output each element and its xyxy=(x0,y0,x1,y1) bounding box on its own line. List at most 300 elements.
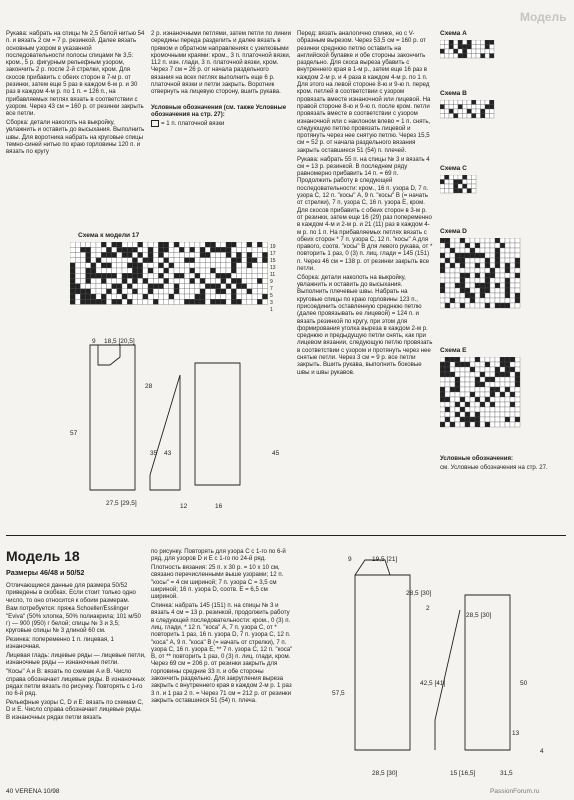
grid-cell xyxy=(101,242,106,247)
grid-cell xyxy=(470,377,475,382)
grid-cell xyxy=(117,242,122,247)
grid-cell xyxy=(500,288,505,293)
grid-cell xyxy=(221,268,226,273)
grid-cell xyxy=(200,294,205,299)
grid-cell xyxy=(480,288,485,293)
grid-cell xyxy=(455,243,460,248)
grid-cell xyxy=(143,247,148,252)
grid-cell xyxy=(481,105,486,110)
grid-cell xyxy=(86,294,91,299)
grid-cell xyxy=(143,284,148,289)
grid-cell xyxy=(454,100,459,105)
grid-cell xyxy=(455,377,460,382)
grid-cell xyxy=(242,247,247,252)
grid-cell xyxy=(112,242,117,247)
grid-cell xyxy=(153,252,158,257)
grid-cell xyxy=(174,289,179,294)
grid-cell xyxy=(470,298,475,303)
grid-cell xyxy=(200,268,205,273)
grid-cell xyxy=(510,288,515,293)
grid-cell xyxy=(153,299,158,304)
grid-cell xyxy=(91,268,96,273)
grid-cell xyxy=(475,248,480,253)
grid-cell xyxy=(490,54,495,59)
grid-cell xyxy=(500,283,505,288)
grid-cell xyxy=(138,263,143,268)
grid-cell xyxy=(440,293,445,298)
grid-cell xyxy=(445,392,450,397)
grid-cell xyxy=(226,263,231,268)
grid-cell xyxy=(490,40,495,45)
grid-cell xyxy=(454,184,459,189)
grid-cell xyxy=(143,252,148,257)
m17-dim: 45 xyxy=(272,450,280,457)
grid-cell xyxy=(458,54,463,59)
grid-cell xyxy=(445,402,450,407)
grid-cell xyxy=(169,299,174,304)
grid-cell xyxy=(510,362,515,367)
grid-cell xyxy=(500,367,505,372)
grid-cell xyxy=(505,392,510,397)
grid-cell xyxy=(262,278,267,283)
grid-cell xyxy=(490,357,495,362)
grid-cell xyxy=(445,268,450,273)
grid-cell xyxy=(216,273,221,278)
grid-cell xyxy=(96,258,101,263)
grid-cell xyxy=(205,242,210,247)
grid-cell xyxy=(495,397,500,402)
grid-cell xyxy=(210,273,215,278)
grid-cell xyxy=(148,258,153,263)
grid-cell xyxy=(445,362,450,367)
grid-cell xyxy=(465,278,470,283)
grid-cell xyxy=(132,294,137,299)
grid-cell xyxy=(455,407,460,412)
grid-cell xyxy=(101,268,106,273)
grid-cell xyxy=(460,402,465,407)
grid-cell xyxy=(148,268,153,273)
grid-cell xyxy=(485,263,490,268)
grid-cell xyxy=(481,114,486,119)
grid-cell xyxy=(490,367,495,372)
row-label: 9 xyxy=(270,279,273,285)
grid-cell xyxy=(80,284,85,289)
grid-cell xyxy=(460,268,465,273)
grid-cell xyxy=(112,247,117,252)
grid-cell xyxy=(148,252,153,257)
grid-cell xyxy=(510,377,515,382)
grid-cell xyxy=(470,238,475,243)
grid-cell xyxy=(169,252,174,257)
grid-cell xyxy=(445,273,450,278)
grid-cell xyxy=(440,54,445,59)
grid-cell xyxy=(169,242,174,247)
grid-cell xyxy=(460,387,465,392)
grid-cell xyxy=(195,258,200,263)
grid-cell xyxy=(480,367,485,372)
grid-cell xyxy=(127,278,132,283)
grid-cell xyxy=(101,258,106,263)
grid-cell xyxy=(472,100,477,105)
row-label: 15 xyxy=(270,258,276,264)
grid-cell xyxy=(127,284,132,289)
grid-cell xyxy=(226,299,231,304)
grid-cell xyxy=(470,253,475,258)
grid-cell xyxy=(490,392,495,397)
grid-cell xyxy=(455,303,460,308)
grid-cell xyxy=(106,242,111,247)
grid-cell xyxy=(510,298,515,303)
grid-cell xyxy=(475,263,480,268)
grid-cell xyxy=(454,105,459,110)
grid-cell xyxy=(485,402,490,407)
grid-cell xyxy=(440,412,445,417)
grid-cell xyxy=(505,372,510,377)
grid-cell xyxy=(86,258,91,263)
grid-cell xyxy=(505,422,510,427)
schema-legend-title: Условные обозначения: xyxy=(440,455,514,462)
grid-cell xyxy=(472,189,477,194)
schema-c-grid xyxy=(440,175,500,201)
grid-cell xyxy=(440,397,445,402)
grid-cell xyxy=(148,294,153,299)
grid-cell xyxy=(101,247,106,252)
grid-cell xyxy=(91,263,96,268)
grid-cell xyxy=(510,268,515,273)
grid-cell xyxy=(480,407,485,412)
grid-cell xyxy=(485,397,490,402)
grid-cell xyxy=(112,278,117,283)
grid-cell xyxy=(475,387,480,392)
grid-cell xyxy=(460,248,465,253)
grid-cell xyxy=(495,402,500,407)
grid-cell xyxy=(475,268,480,273)
row-label: 5 xyxy=(270,293,273,299)
grid-cell xyxy=(500,258,505,263)
grid-cell xyxy=(158,247,163,252)
grid-cell xyxy=(475,278,480,283)
grid-cell xyxy=(190,284,195,289)
grid-cell xyxy=(510,402,515,407)
grid-cell xyxy=(490,105,495,110)
grid-cell xyxy=(184,294,189,299)
grid-cell xyxy=(460,263,465,268)
grid-cell xyxy=(132,278,137,283)
grid-cell xyxy=(127,294,132,299)
row-label: 13 xyxy=(270,265,276,271)
grid-cell xyxy=(242,263,247,268)
grid-cell xyxy=(495,303,500,308)
m18-dim: 31,5 xyxy=(500,770,513,777)
grid-cell xyxy=(455,253,460,258)
grid-cell xyxy=(210,252,215,257)
grid-cell xyxy=(465,293,470,298)
grid-cell xyxy=(132,284,137,289)
grid-cell xyxy=(86,263,91,268)
grid-cell xyxy=(450,238,455,243)
grid-cell xyxy=(505,303,510,308)
grid-cell xyxy=(70,263,75,268)
schema-d-grid xyxy=(440,238,550,330)
grid-cell xyxy=(236,242,241,247)
grid-cell xyxy=(450,392,455,397)
grid-cell xyxy=(138,268,143,273)
grid-cell xyxy=(164,247,169,252)
grid-cell xyxy=(510,367,515,372)
grid-cell xyxy=(153,258,158,263)
grid-cell xyxy=(450,377,455,382)
grid-cell xyxy=(481,45,486,50)
grid-cell xyxy=(485,238,490,243)
grid-cell xyxy=(132,273,137,278)
grid-cell xyxy=(450,248,455,253)
grid-cell xyxy=(101,252,106,257)
grid-cell xyxy=(179,268,184,273)
grid-cell xyxy=(480,238,485,243)
grid-cell xyxy=(86,247,91,252)
grid-cell xyxy=(252,268,257,273)
grid-cell xyxy=(495,417,500,422)
grid-cell xyxy=(169,273,174,278)
grid-cell xyxy=(117,294,122,299)
grid-cell xyxy=(455,417,460,422)
grid-cell xyxy=(458,175,463,180)
grid-cell xyxy=(465,392,470,397)
grid-cell xyxy=(216,289,221,294)
paragraph: Рельефные узоры C, D и E: вязать по схемам C, D и E. Число справа обозначает лицевые ряды. В изнаночных рядах петли вязать xyxy=(6,698,144,721)
grid-cell xyxy=(480,253,485,258)
grid-cell xyxy=(500,303,505,308)
grid-cell xyxy=(470,258,475,263)
grid-cell xyxy=(460,238,465,243)
grid-cell xyxy=(226,289,231,294)
m17-dim: 43 xyxy=(164,450,172,457)
grid-cell xyxy=(445,372,450,377)
grid-cell xyxy=(481,109,486,114)
grid-cell xyxy=(101,273,106,278)
grid-cell xyxy=(490,412,495,417)
grid-cell xyxy=(242,242,247,247)
m17-dim: 18,5 [20,5] xyxy=(104,338,135,345)
grid-cell xyxy=(190,299,195,304)
grid-cell xyxy=(449,49,454,54)
grid-cell xyxy=(465,268,470,273)
schema-legend-text: см. Условные обозначения на стр. 27. xyxy=(440,463,548,471)
grid-cell xyxy=(463,109,468,114)
grid-cell xyxy=(490,382,495,387)
grid-cell xyxy=(112,294,117,299)
grid-cell xyxy=(122,252,127,257)
grid-cell xyxy=(505,283,510,288)
grid-cell xyxy=(200,289,205,294)
grid-cell xyxy=(470,392,475,397)
grid-cell xyxy=(500,253,505,258)
grid-cell xyxy=(216,278,221,283)
grid-cell xyxy=(247,252,252,257)
grid-cell xyxy=(190,278,195,283)
row-label: 7 xyxy=(270,286,273,292)
grid-cell xyxy=(467,175,472,180)
grid-cell xyxy=(450,407,455,412)
grid-cell xyxy=(467,189,472,194)
grid-cell xyxy=(463,175,468,180)
grid-cell xyxy=(500,278,505,283)
grid-cell xyxy=(440,49,445,54)
grid-cell xyxy=(445,288,450,293)
grid-cell xyxy=(472,184,477,189)
grid-cell xyxy=(450,253,455,258)
grid-cell xyxy=(467,109,472,114)
grid-cell xyxy=(465,258,470,263)
grid-cell xyxy=(475,293,480,298)
grid-cell xyxy=(445,278,450,283)
grid-cell xyxy=(205,247,210,252)
grid-cell xyxy=(106,289,111,294)
grid-cell xyxy=(480,248,485,253)
grid-cell xyxy=(485,283,490,288)
grid-cell xyxy=(262,294,267,299)
grid-cell xyxy=(505,238,510,243)
m18-dim: 42,5 [41] xyxy=(420,680,446,687)
grid-cell xyxy=(440,109,445,114)
grid-cell xyxy=(164,258,169,263)
grid-cell xyxy=(450,417,455,422)
grid-cell xyxy=(158,284,163,289)
grid-cell xyxy=(96,299,101,304)
grid-cell xyxy=(460,258,465,263)
grid-cell xyxy=(231,273,236,278)
grid-cell xyxy=(190,294,195,299)
grid-cell xyxy=(216,299,221,304)
grid-cell xyxy=(216,268,221,273)
grid-cell xyxy=(210,284,215,289)
m17-body-outline xyxy=(90,345,135,490)
grid-cell xyxy=(101,278,106,283)
grid-cell xyxy=(205,284,210,289)
grid-cell xyxy=(458,49,463,54)
grid-cell xyxy=(158,273,163,278)
grid-cell xyxy=(472,180,477,185)
grid-cell xyxy=(236,284,241,289)
grid-cell xyxy=(247,289,252,294)
grid-cell xyxy=(242,258,247,263)
grid-cell xyxy=(460,243,465,248)
grid-cell xyxy=(460,412,465,417)
grid-cell xyxy=(127,268,132,273)
grid-cell xyxy=(132,299,137,304)
grid-cell xyxy=(458,189,463,194)
grid-cell xyxy=(190,252,195,257)
grid-cell xyxy=(184,242,189,247)
grid-cell xyxy=(510,273,515,278)
grid-cell xyxy=(252,252,257,257)
grid-cell xyxy=(490,298,495,303)
grid-cell xyxy=(242,273,247,278)
grid-cell xyxy=(445,105,450,110)
grid-cell xyxy=(91,294,96,299)
grid-cell xyxy=(257,278,262,283)
grid-cell xyxy=(440,180,445,185)
grid-cell xyxy=(505,402,510,407)
grid-cell xyxy=(75,242,80,247)
grid-cell xyxy=(460,397,465,402)
grid-cell xyxy=(449,184,454,189)
grid-cell xyxy=(153,247,158,252)
grid-cell xyxy=(445,382,450,387)
grid-cell xyxy=(153,294,158,299)
row-label: 3 xyxy=(270,300,273,306)
grid-cell xyxy=(75,273,80,278)
grid-cell xyxy=(450,268,455,273)
section-divider xyxy=(6,535,566,536)
grid-cell xyxy=(195,299,200,304)
grid-cell xyxy=(252,284,257,289)
grid-cell xyxy=(465,283,470,288)
m17-sleeve-diagonal xyxy=(150,375,180,490)
grid-cell xyxy=(106,258,111,263)
grid-cell xyxy=(454,40,459,45)
grid-cell xyxy=(247,294,252,299)
grid-cell xyxy=(455,367,460,372)
grid-cell xyxy=(475,402,480,407)
grid-cell xyxy=(450,278,455,283)
grid-cell xyxy=(226,268,231,273)
grid-cell xyxy=(231,263,236,268)
grid-cell xyxy=(190,268,195,273)
grid-cell xyxy=(169,263,174,268)
grid-cell xyxy=(122,299,127,304)
grid-cell xyxy=(247,268,252,273)
grid-cell xyxy=(127,289,132,294)
grid-cell xyxy=(221,299,226,304)
grid-cell xyxy=(485,407,490,412)
schema-b-label: Схема B xyxy=(440,90,467,97)
grid-cell xyxy=(475,397,480,402)
grid-cell xyxy=(480,417,485,422)
grid-cell xyxy=(470,278,475,283)
grid-cell xyxy=(158,278,163,283)
grid-cell xyxy=(242,284,247,289)
grid-cell xyxy=(195,273,200,278)
grid-cell xyxy=(515,303,520,308)
grid-cell xyxy=(463,114,468,119)
grid-cell xyxy=(143,273,148,278)
grid-cell xyxy=(515,293,520,298)
grid-cell xyxy=(505,248,510,253)
grid-cell xyxy=(480,362,485,367)
m17-dim: 27,5 [29,5] xyxy=(106,500,137,507)
grid-cell xyxy=(490,263,495,268)
grid-cell xyxy=(500,362,505,367)
grid-cell xyxy=(505,278,510,283)
grid-cell xyxy=(458,114,463,119)
grid-cell xyxy=(445,412,450,417)
grid-cell xyxy=(510,417,515,422)
grid-cell xyxy=(467,54,472,59)
grid-cell xyxy=(476,40,481,45)
grid-cell xyxy=(262,263,267,268)
grid-cell xyxy=(480,278,485,283)
grid-cell xyxy=(480,387,485,392)
grid-cell xyxy=(138,299,143,304)
grid-cell xyxy=(495,238,500,243)
grid-cell xyxy=(195,289,200,294)
grid-cell xyxy=(485,387,490,392)
grid-cell xyxy=(164,284,169,289)
schema-e-grid xyxy=(440,357,550,449)
grid-cell xyxy=(480,303,485,308)
grid-cell xyxy=(132,252,137,257)
